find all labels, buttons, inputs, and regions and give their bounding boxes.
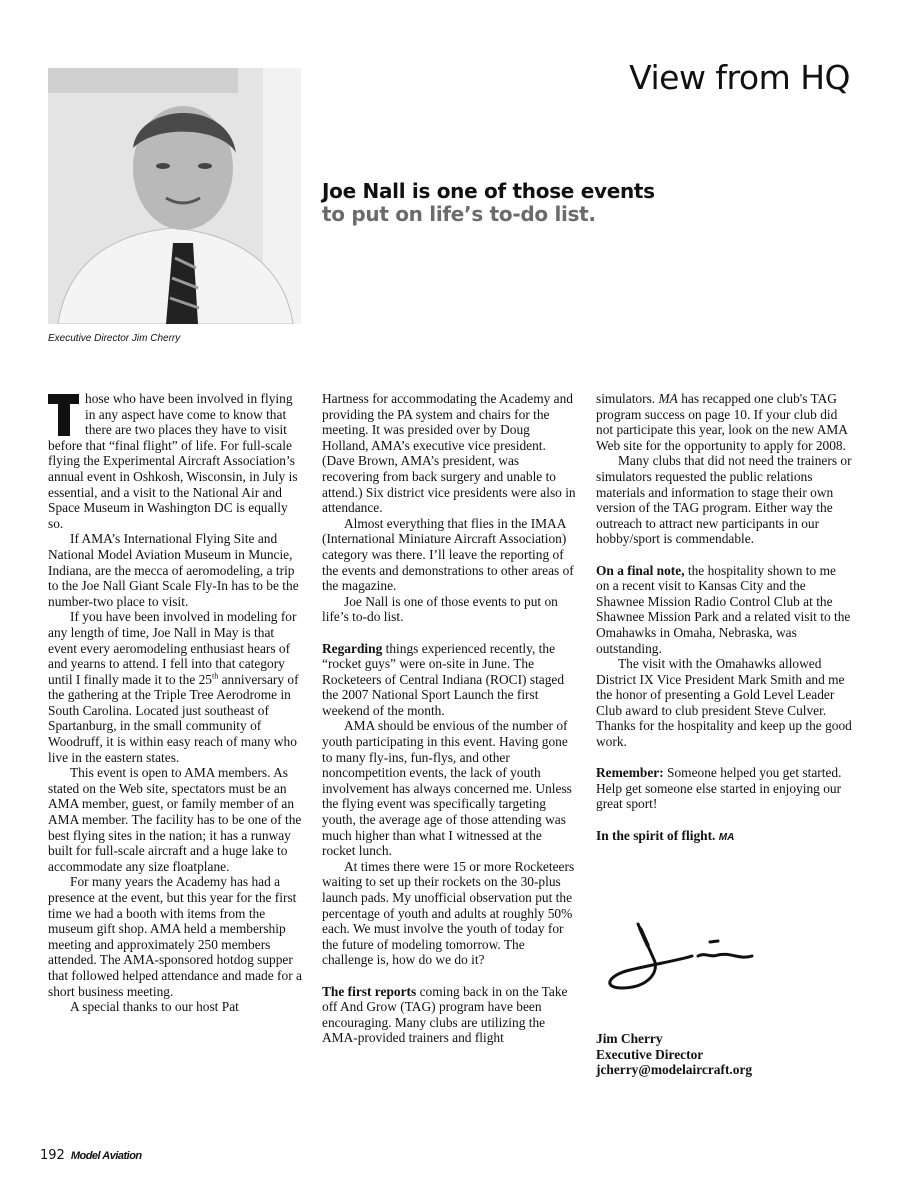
paragraph-lead: Regarding — [322, 640, 383, 656]
article-deck — [322, 180, 655, 226]
paragraph-text: For many years the Academy has had a presence at the event, but this year for the first time we had a booth with items from the museum gift shop. AMA held a membership meeting and approximately 250 members attended. The AMA-sponsored hotdog supper that followed helped attendance and made for a short business meeting. — [48, 874, 302, 999]
author-title: Executive Director — [596, 1046, 704, 1062]
article-paragraph — [48, 609, 304, 765]
article-paragraph — [596, 656, 852, 750]
drop-cap — [48, 394, 79, 436]
page-footer — [40, 1148, 142, 1163]
article-paragraph — [48, 874, 304, 999]
paragraph-text: The visit with the Omahawks allowed District IX Vice President Mark Smith and me the honor of presenting a Gold Level Leader Club award to club president Steve Culver. Thanks for the hospitality and keep up the good work. — [596, 656, 852, 750]
paragraph-text: anniversary of the gathering at the Triple Tree Aerodrome in South Carolina. Located just southeast of Spartanburg, in the small community of Woodruff, it is within easy reach of many who live in the eastern states. — [48, 671, 299, 765]
portrait-photo — [48, 68, 301, 324]
deck-line-2: to put on life’s to-do list. — [322, 202, 596, 226]
paragraph-text: has recapped one club's TAG program success on page 10. If your club did not participate this year, look on the new AMA Web site for the opportunity to apply for 2008. — [596, 391, 848, 453]
article-column-2 — [322, 391, 578, 1046]
article-paragraph — [322, 718, 578, 858]
article-paragraph — [596, 828, 852, 846]
article-paragraph — [596, 765, 852, 812]
article-paragraph — [596, 453, 852, 547]
article-paragraph — [322, 641, 578, 719]
paragraph-text: the hospitality shown to me on a recent visit to Kansas City and the Shawnee Mission Radio Control Club at the Shawnee Mission Park and a related visit to the Omahawks in Omaha, Nebraska, was outstanding. — [596, 562, 851, 656]
paragraph-text: A special thanks to our host Pat — [70, 999, 239, 1015]
author-name: Jim Cherry — [596, 1031, 663, 1046]
paragraph-lead: On a final note, — [596, 562, 685, 578]
paragraph-lead: The first reports — [322, 983, 417, 999]
paragraph-text: Many clubs that did not need the trainers or simulators requested the public relations materials and information to stage their own version of the TAG program. Either way the outreach to attract new participants in our hobby/sport is commendable. — [596, 453, 852, 547]
paragraph-text: things experienced recently, the “rocket guys” were on-site in June. The Rocketeers of Central Indiana (ROCI) staged the 2007 National Sport Launch the first weekend of the month. — [322, 640, 565, 718]
paragraph-text: th — [212, 671, 219, 681]
author-email[interactable]: jcherry@modelaircraft.org — [596, 1062, 753, 1078]
article-paragraph — [322, 984, 578, 1046]
article-column-3 — [596, 391, 852, 845]
paragraph-text: If AMA’s International Flying Site and National Model Aviation Museum in Muncie, Indiana, are the mecca of aeromodeling, a trip to the Joe Nall Giant Scale Fly-In has to be the number-two place to visit. — [48, 531, 299, 609]
paragraph-text: hose who have been involved in flying in any aspect have come to know that there are two places they have to visit before that “final flight” of life. For full-scale flying the Experimental Aircraft Association’s annual event in Oshkosh, Wisconsin, in July is essential, and a visit to the National Air and Space Museum in Washington DC is equally so. — [48, 391, 298, 531]
paragraph-text: Someone helped you get started. Help get someone else started in enjoying our great sport! — [596, 765, 842, 812]
portrait-image — [48, 68, 301, 324]
article-paragraph — [322, 594, 578, 625]
magazine-name: Model Aviation — [70, 1150, 142, 1162]
paragraph-text: Hartness for accommodating the Academy and providing the PA system and chairs for the meeting. It was presided over by Doug Holland, AMA’s executive vice president. (Dave Brown, AMA’s president, was recovering from back surgery and unable to attend.) Six district vice presidents were also in attendance. — [322, 391, 576, 516]
article-paragraph — [48, 391, 304, 531]
article-paragraph — [596, 563, 852, 657]
article-column-1 — [48, 391, 304, 1015]
article-paragraph — [322, 859, 578, 968]
paragraph-text: MA — [658, 391, 678, 406]
article-paragraph — [48, 999, 304, 1015]
paragraph-text: MA — [718, 831, 735, 843]
article-paragraph — [322, 516, 578, 594]
article-paragraph — [322, 391, 578, 516]
paragraph-text: simulators. — [596, 391, 659, 406]
paragraph-text: coming back in on the Take off And Grow (TAG) program have been encouraging. Many clubs are utilizing the AMA-provided trainers and flight — [322, 983, 568, 1046]
page-number: 192 — [40, 1148, 65, 1163]
article-paragraph — [596, 391, 852, 453]
deck-line-1: Joe Nall is one of those events — [322, 179, 655, 203]
paragraph-lead: Remember: — [596, 765, 664, 781]
paragraph-text: Joe Nall is one of those events to put on life’s to-do list. — [322, 593, 558, 625]
article-paragraph — [48, 765, 304, 874]
section-title: View from HQ — [629, 58, 850, 97]
photo-caption: Executive Director Jim Cherry — [48, 333, 181, 344]
paragraph-text: At times there were 15 or more Rocketeers waiting to set up their rockets on the 30-plus launch pads. My unofficial observation put the percentage of youth and adults at roughly 50% each. We must involve the youth of today for the future of modeling tomorrow. The challenge is, how do we do it? — [322, 858, 575, 968]
paragraph-text: Almost everything that flies in the IMAA (International Miniature Aircraft Association) category was there. I’ll leave the reporting of the events and demonstrations to other areas of the magazine. — [322, 515, 574, 594]
paragraph-text: If you have been involved in modeling for any length of time, Joe Nall in May is that event every aeromodeling enthusiast hears of and yearns to attend. I fell into that category until I finally made it to the 25 — [48, 609, 297, 687]
paragraph-lead: In the spirit of flight. — [596, 827, 716, 843]
article-paragraph — [48, 531, 304, 609]
signature-image — [600, 920, 770, 995]
paragraph-text: AMA should be envious of the number of youth participating in this event. Having gone to many fly-ins, fun-flys, and other noncompetition events, the lack of youth involvement has always concerned me. Unless the flying event was specifically targeting youth, the average age of those attending was much higher than what I witnessed at the rocket lunch. — [322, 718, 572, 859]
paragraph-text: This event is open to AMA members. As stated on the Web site, spectators must be an AMA member, guest, or family member of an AMA member. The facility has to be one of the best flying sites in the nation; it has a runway built for full-scale aircraft and a huge lake to accommodate any size floatplane. — [48, 765, 302, 874]
signoff-block — [596, 1031, 752, 1078]
